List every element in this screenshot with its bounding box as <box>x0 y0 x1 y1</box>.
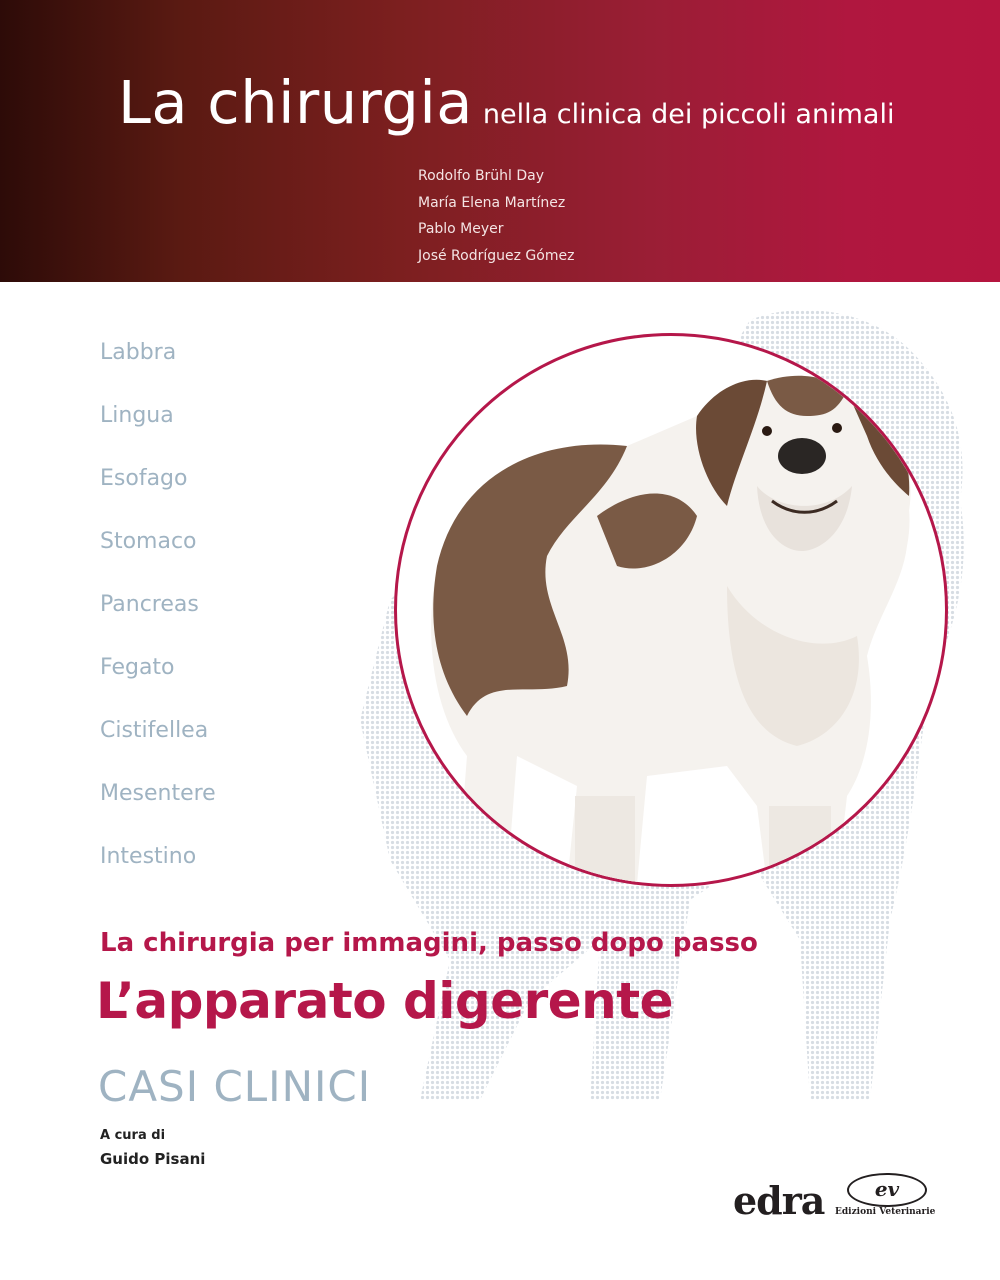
topic-item: Intestino <box>100 844 197 869</box>
series-title-rest: nella clinica dei piccoli animali <box>482 99 895 130</box>
topic-item: Esofago <box>100 466 188 491</box>
author-name: José Rodríguez Gómez <box>418 247 575 264</box>
series-title <box>118 68 894 137</box>
topic-item: Mesentere <box>100 781 216 806</box>
author-name: María Elena Martínez <box>418 194 566 211</box>
topic-item: Fegato <box>100 655 175 680</box>
topic-item: Labbra <box>100 340 177 365</box>
edizioni-veterinarie-logo <box>835 1173 935 1223</box>
edra-logo <box>733 1178 824 1223</box>
edra-logo-text: edra <box>733 1178 825 1223</box>
ev-logo-caption: Edizioni Veterinarie <box>835 1207 936 1217</box>
editor-name: Guido Pisani <box>100 1150 206 1168</box>
dog-photo-circle <box>394 333 948 887</box>
editor-label: A cura di <box>100 1128 166 1143</box>
topic-item: Stomaco <box>100 529 197 554</box>
topic-item: Pancreas <box>100 592 199 617</box>
authors-list <box>418 163 574 269</box>
book-section-title: CASI CLINICI <box>98 1062 372 1111</box>
ev-logo-mark: ev <box>847 1173 927 1207</box>
saint-bernard-illustration <box>397 336 945 884</box>
author-name: Rodolfo Brühl Day <box>418 168 545 184</box>
book-title: L’apparato digerente <box>96 972 674 1030</box>
series-title-main: La chirurgia <box>118 68 473 137</box>
book-subtitle: La chirurgia per immagini, passo dopo passo <box>100 928 758 958</box>
author-name: Pablo Meyer <box>418 221 504 237</box>
topic-item: Lingua <box>100 403 174 428</box>
topics-list <box>100 335 216 902</box>
topic-item: Cistifellea <box>100 718 209 743</box>
